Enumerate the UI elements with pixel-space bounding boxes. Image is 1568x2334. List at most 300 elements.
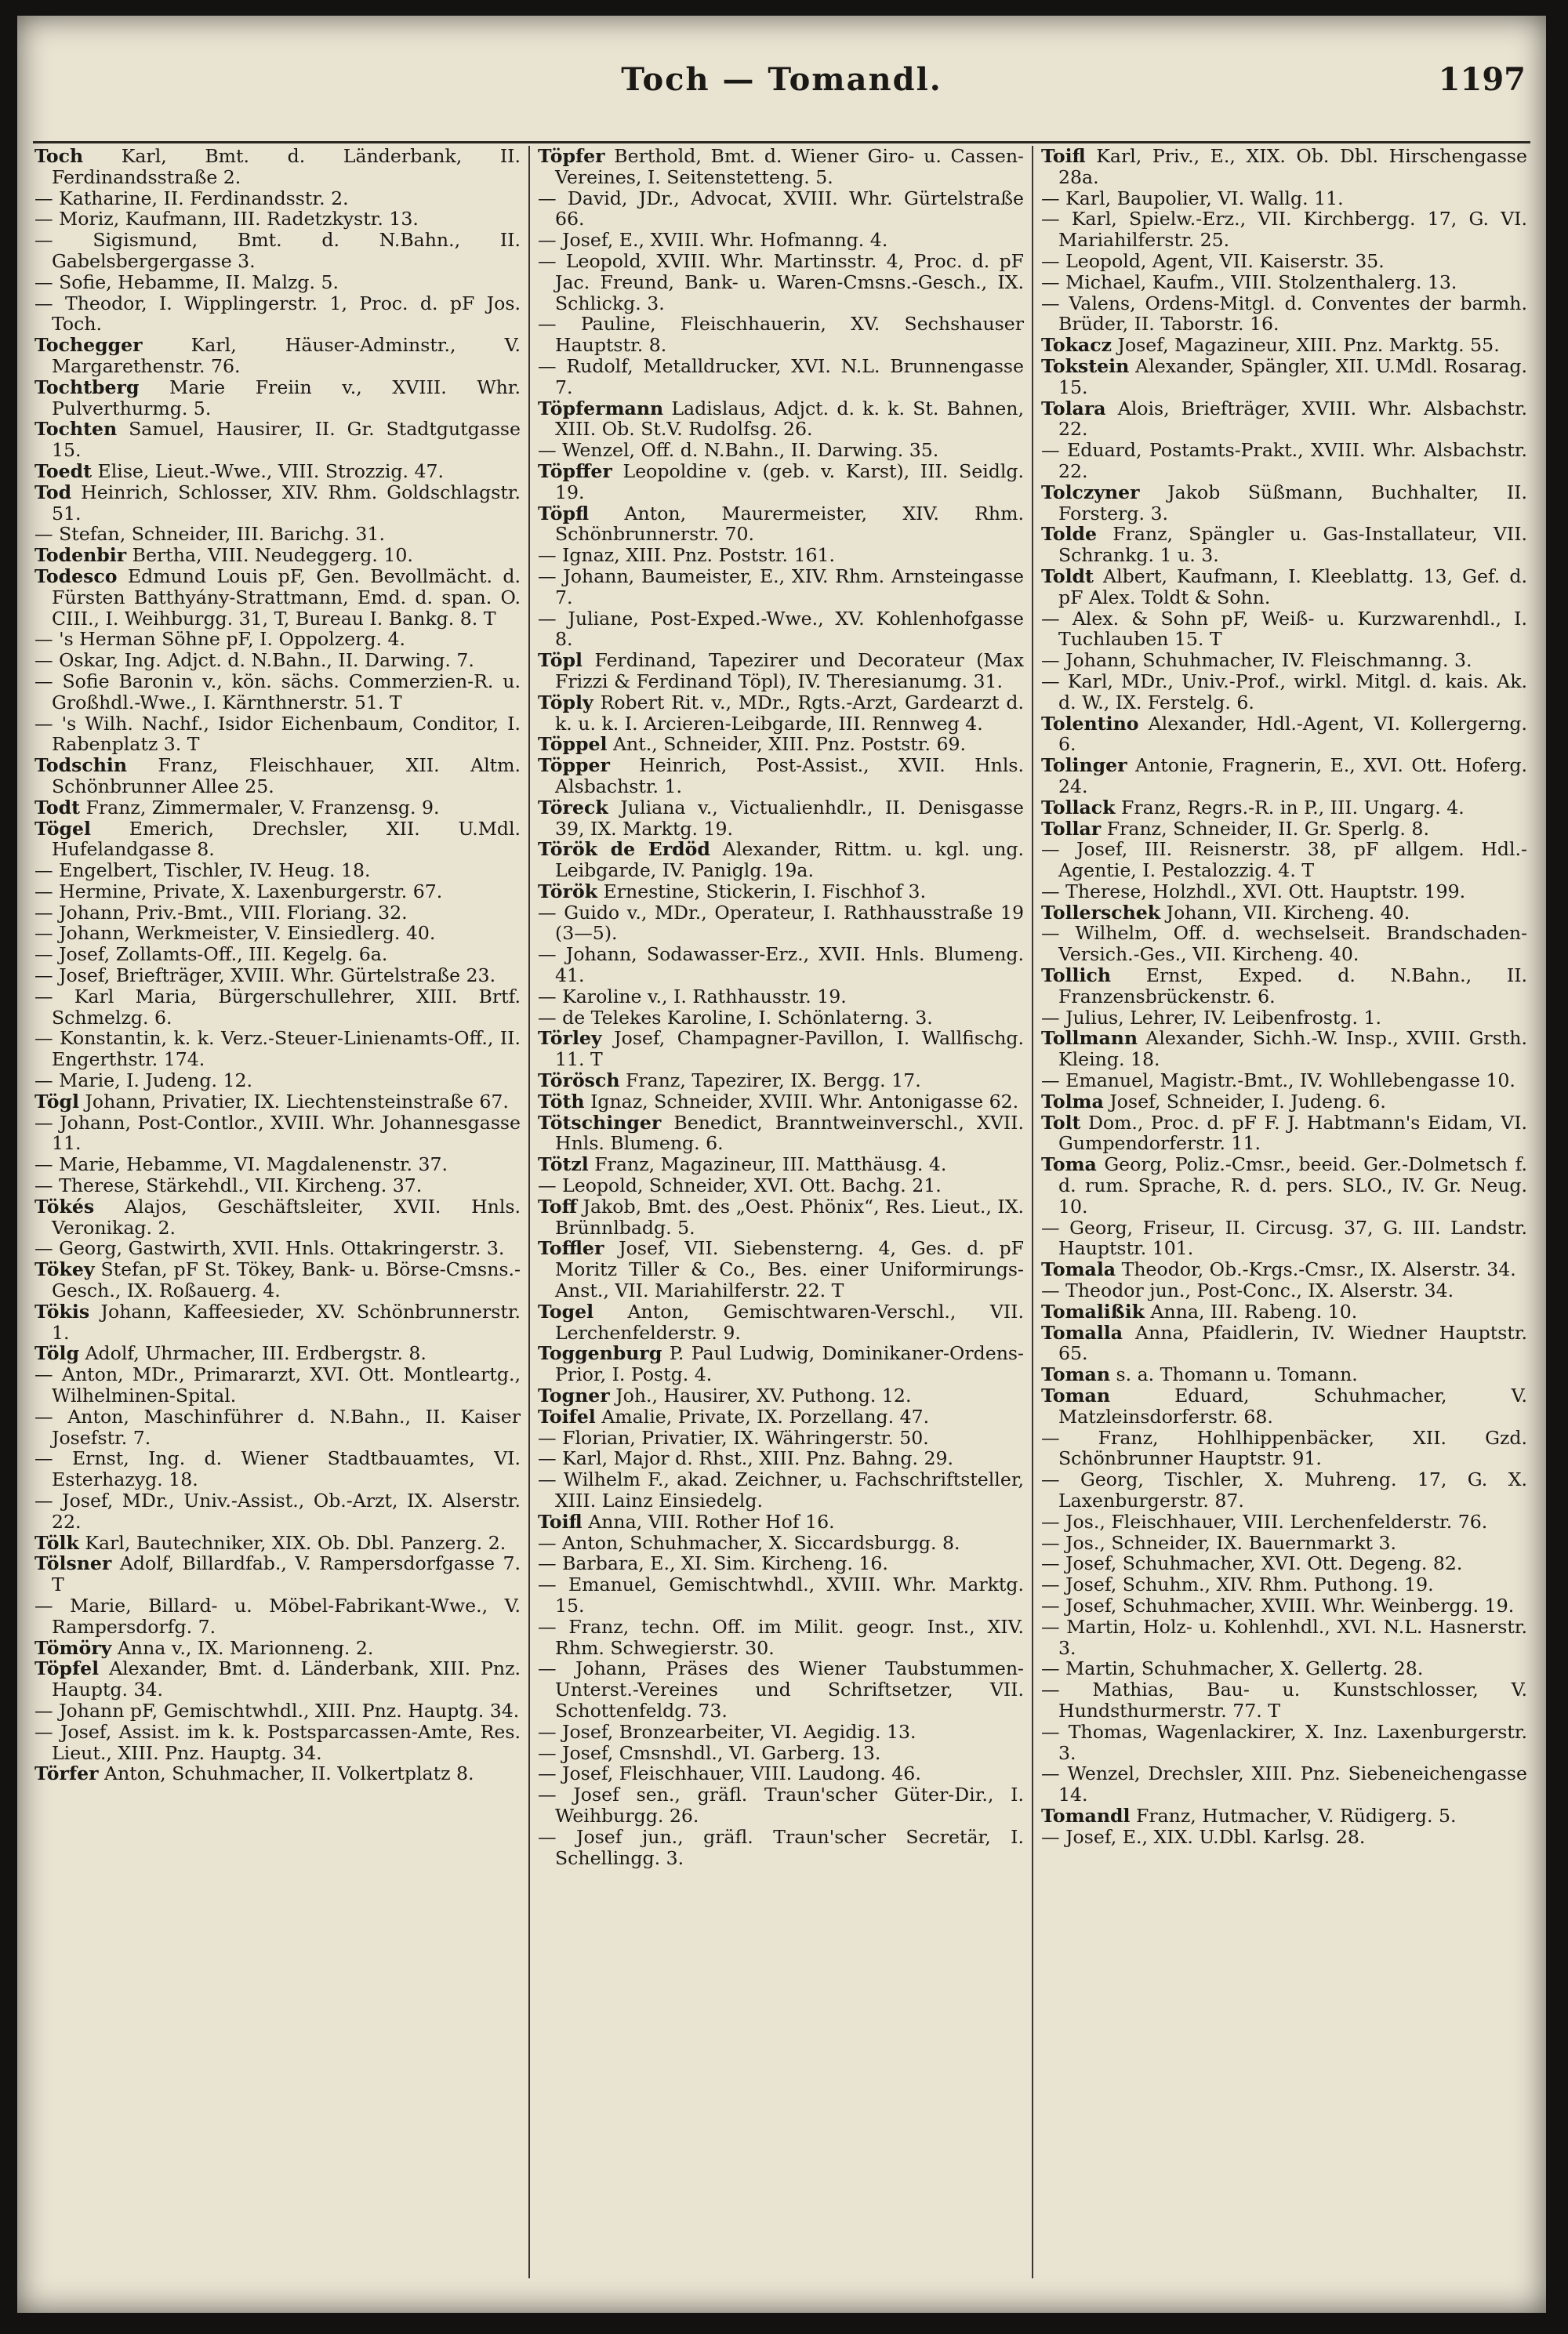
directory-entry [1041,1595,1527,1617]
entry-text: — David, JDr., Advocat, XVIII. Whr. Gürtelstraße 66. [538,187,1024,230]
entry-text: — Marie, Billard- u. Möbel-Fabrikant-Wwe., V. Rampersdorfg. 7. [34,1594,521,1638]
directory-entry [34,419,521,461]
entry-surname: Tolde [1041,523,1098,546]
entry-text: — Engelbert, Tischler, IV. Heug. 18. [34,859,371,882]
entry-text: Juliana v., Victualienhdlr., II. Denisgasse 39, IX. Marktg. 19. [555,796,1024,840]
entry-text: Georg, Poliz.-Cmsr., beeid. Ger.-Dolmetsch f. d. rum. Sprache, R. d. pers. SLO., IV. Gr. Neug. 10. [1058,1153,1527,1218]
directory-entry [34,1448,521,1490]
directory-entry [34,965,521,986]
entry-text: — Franz, Hohlhippenbäcker, XII. Gzd. Schönbrunner Hauptstr. 91. [1041,1426,1527,1470]
entry-text: Ladislaus, Adjct. d. k. k. St. Bahnen, XIII. Ob. St.V. Rudolfsg. 26. [555,397,1024,441]
entry-text: Alexander, Hdl.-Agent, VI. Kollergerng. 6. [1058,712,1527,756]
directory-entry [538,1658,1024,1721]
entry-surname: Togner [538,1385,610,1407]
directory-entry [34,230,521,272]
directory-entry [1041,713,1527,756]
entry-text: Ignaz, Schneider, XVIII. Whr. Antonigasse 62. [590,1090,1019,1113]
directory-entry [34,1259,521,1301]
entry-text: Heinrich, Schlosser, XIV. Rhm. Goldschlagstr. 51. [52,481,521,525]
entry-surname: Tokacz [1041,334,1112,357]
directory-entry [34,377,521,419]
directory-entry [1041,881,1527,902]
entry-surname: Tökis [34,1300,90,1323]
entry-text: Franz, Regrs.-R. in P., III. Ungarg. 4. [1121,796,1465,819]
directory-entry [1041,1259,1527,1280]
entry-text: Jakob, Bmt. des „Oest. Phönix“, Res. Lieut., IX. Brünnlbadg. 5. [555,1195,1024,1239]
entry-surname: Töpper [538,754,610,777]
directory-entry [538,1196,1024,1239]
directory-entry [538,566,1024,608]
entry-text: — Josef, Schuhmacher, XVIII. Whr. Weinbergg. 19. [1041,1594,1515,1617]
directory-entry [538,545,1024,566]
entry-surname: Töpl [538,649,583,672]
entry-text: Eduard, Schuhmacher, V. Matzleinsdorferstr. 68. [1058,1385,1527,1428]
entry-text: — 's Wilh. Nachf., Isidor Eichenbaum, Conditor, I. Rabenplatz 3. T [34,712,521,756]
directory-entry [1041,440,1527,482]
directory-entry [538,503,1024,546]
entry-surname: Török [538,880,598,902]
entry-surname: Toman [1041,1385,1110,1407]
entry-surname: Toifl [538,1510,583,1533]
entry-text: — Karl Maria, Bürgerschullehrer, XIII. Brtf. Schmelzg. 6. [34,985,521,1029]
entry-surname: Toma [1041,1153,1097,1176]
entry-text: — Josef, E., XVIII. Whr. Hofmanng. 4. [538,229,888,252]
entry-text: Elise, Lieut.-Wwe., VIII. Strozzig. 47. [97,459,444,482]
entry-text: — Josef, Briefträger, XVIII. Whr. Gürtelstraße 23. [34,964,496,987]
entry-text: — Eduard, Postamts-Prakt., XVIII. Whr. Alsbachstr. 22. [1041,439,1527,482]
entry-text: — Moriz, Kaufmann, III. Radetzkystr. 13. [34,208,419,230]
entry-text: Franz, Zimmermaler, V. Franzensg. 9. [85,796,440,819]
entry-text: — Josef, MDr., Univ.-Assist., Ob.-Arzt, IX. Alserstr. 22. [34,1490,521,1533]
directory-entry [1041,1763,1527,1806]
entry-text: — Wenzel, Drechsler, XIII. Pnz. Siebeneichengasse 14. [1041,1762,1527,1806]
directory-entry [1041,671,1527,713]
directory-entry [34,713,521,756]
directory-entry [1041,1323,1527,1365]
entry-text: — Josef, III. Reisnerstr. 38, pF allgem. Hdl.-Agentie, I. Pestalozzig. 4. T [1041,838,1527,882]
directory-entry [538,1722,1024,1743]
entry-text: Samuel, Hausirer, II. Gr. Stadtgutgasse 15. [52,418,521,462]
directory-entry [538,986,1024,1007]
entry-text: Josef, Champagner-Pavillon, I. Wallfischg. 11. T [555,1027,1024,1071]
entry-text: Franz, Magazineur, III. Matthäusg. 4. [594,1153,947,1176]
entry-text: — Katharine, II. Ferdinandsstr. 2. [34,187,349,209]
entry-text: Joh., Hausirer, XV. Puthong. 12. [615,1385,912,1407]
entry-surname: Toff [538,1195,577,1218]
entry-text: Anton, Maurermeister, XIV. Rhm. Schönbrunnerstr. 70. [555,502,1024,546]
entry-text: Ernst, Exped. d. N.Bahn., II. Franzensbrückenstr. 6. [1058,964,1527,1007]
entry-text: — Alex. & Sohn pF, Weiß- u. Kurzwarenhdl., I. Tuchlauben 15. T [1041,607,1527,651]
directory-entry [1041,209,1527,251]
entry-text: — Jos., Fleischhauer, VIII. Lerchenfelderstr. 76. [1041,1510,1488,1533]
entry-text: — Wilhelm F., akad. Zeichner, u. Fachschriftsteller, XIII. Lainz Einsiedelg. [538,1468,1024,1512]
directory-entry [538,1533,1024,1554]
entry-text: Alexander, Rittm. u. kgl. ung. Leibgarde, IV. Paniglg. 19a. [555,838,1024,882]
entry-surname: Tollich [1041,964,1111,987]
directory-entry [538,1301,1024,1344]
entry-surname: Todschin [34,754,128,777]
directory-entry [34,860,521,881]
page-number: 1197 [1438,61,1526,98]
directory-entry [1041,356,1527,398]
directory-page [17,16,1546,2313]
entry-text: — Marie, Hebamme, VI. Magdalenenstr. 37. [34,1153,448,1176]
directory-entry [34,524,521,545]
entry-surname: Toman [1041,1363,1110,1386]
entry-surname: Toggenburg [538,1342,662,1365]
directory-entry [538,1617,1024,1659]
directory-entry [538,1091,1024,1113]
entry-text: Karl, Priv., E., XIX. Ob. Dbl. Hirschengasse 28a. [1058,146,1527,188]
entry-text: Albert, Kaufmann, I. Kleeblattg. 13, Gef. d. pF Alex. Toldt & Sohn. [1058,564,1527,608]
directory-entry [34,902,521,924]
entry-text: — Anton, MDr., Primararzt, XVI. Ott. Montleartg., Wilhelminen-Spital. [34,1363,521,1407]
directory-entry [34,1638,521,1659]
directory-entry [34,1154,521,1175]
directory-entry [538,1469,1024,1512]
entry-text: — Josef, Schuhmacher, XVI. Ott. Degeng. 82. [1041,1552,1463,1575]
entry-text: — Stefan, Schneider, III. Barichg. 31. [34,523,385,546]
entry-text: — Leopold, Schneider, XVI. Ott. Bachg. 21. [538,1174,942,1197]
entry-text: Anna, III. Rabeng. 10. [1150,1300,1358,1323]
directory-entry [34,545,521,566]
entry-surname: Töply [538,691,593,713]
directory-entry [1041,1658,1527,1679]
directory-entry [538,230,1024,251]
entry-text: — Johann, Post-Contlor., XVIII. Whr. Johannesgasse 11. [34,1111,521,1155]
entry-text: — Valens, Ordens-Mitgl. d. Conventes der barmh. Brüder, II. Taborstr. 16. [1041,292,1527,336]
entry-surname: Toedt [34,459,92,482]
entry-surname: Töth [538,1090,585,1113]
directory-entry [1041,1553,1527,1574]
directory-entry [1041,923,1527,965]
entry-surname: Toch [34,146,84,167]
entry-text: — Johann, Sodawasser-Erz., XVII. Hnls. Blumeng. 41. [538,943,1024,987]
directory-entry [34,819,521,861]
directory-entry [34,1196,521,1239]
directory-entry [1041,797,1527,819]
directory-entry [34,797,521,819]
entry-text: Anton, Schuhmacher, II. Volkertplatz 8. [104,1762,474,1785]
directory-entry [538,608,1024,651]
directory-entry [34,755,521,797]
entry-text: Anna v., IX. Marionneng. 2. [117,1636,374,1659]
entry-text: Marie Freiin v., XVIII. Whr. Pulverthurmg. 5. [52,376,521,419]
entry-text: — Karl, Major d. Rhst., XIII. Pnz. Bahng. 29. [538,1447,953,1470]
entry-text: Alexander, Bmt. d. Länderbank, XIII. Pnz. Hauptg. 34. [52,1657,521,1701]
entry-surname: Törösch [538,1069,620,1092]
entry-text: — Mathias, Bau- u. Kunstschlosser, V. Hundsthurmerstr. 77. T [1041,1679,1527,1722]
entry-text: — Leopold, Agent, VII. Kaiserstr. 35. [1041,249,1385,272]
directory-entry [1041,482,1527,525]
entry-text: — Anton, Schuhmacher, X. Siccardsburgg. 8. [538,1531,960,1554]
directory-entry [34,1175,521,1196]
entry-surname: Tollerschek [1041,901,1161,924]
entry-surname: Tokstein [1041,354,1130,377]
directory-entry [1041,650,1527,671]
entry-text: Karl, Häuser-Adminstr., V. Margarethenstr. 76. [52,334,521,377]
entry-surname: Tollmann [1041,1027,1138,1050]
entry-text: — Konstantin, k. k. Verz.-Steuer-Linienamts-Off., II. Engerthstr. 174. [34,1027,521,1071]
entry-surname: Törfer [34,1762,99,1785]
entry-text: — Michael, Kaufm., VIII. Stolzenthalerg. 13. [1041,270,1457,293]
entry-text: Johann, Kaffeesieder, XV. Schönbrunnerstr. 1. [52,1300,521,1344]
entry-text: — Josef, Zollamts-Off., III. Kegelg. 6a. [34,943,388,966]
directory-entry [538,1385,1024,1407]
entry-text: Franz, Fleischhauer, XII. Altm. Schönbrunner Allee 25. [52,754,521,797]
entry-surname: Tomandl [1041,1804,1131,1827]
entry-surname: Toifel [538,1405,596,1428]
entry-text: Alajos, Geschäftsleiter, XVII. Hnls. Veronikag. 2. [52,1195,521,1239]
entry-text: Franz, Schneider, II. Gr. Sperlg. 8. [1106,817,1429,840]
entry-text: Ferdinand, Tapezirer und Decorateur (Max Frizzi & Ferdinand Töpl), IV. Theresianumg. 31. [555,649,1024,692]
entry-surname: Töpfermann [538,397,664,419]
entry-text: Berthold, Bmt. d. Wiener Giro- u. Cassen-Vereines, I. Seitenstetteng. 5. [555,146,1024,188]
directory-entry [538,797,1024,840]
entry-text: Adolf, Billardfab., V. Rampersdorfgasse 7. T [52,1552,521,1596]
entry-text: — Josef, Assist. im k. k. Postsparcassen-Amte, Res. Lieut., XIII. Pnz. Hauptg. 34. [34,1720,521,1764]
entry-surname: Tökés [34,1195,95,1218]
directory-entry [538,146,1024,188]
entry-text: Bertha, VIII. Neudeggerg. 10. [132,544,413,567]
entry-text: — Johann, Baumeister, E., XIV. Rhm. Arnsteingasse 7. [538,564,1024,608]
directory-entry [34,1091,521,1113]
directory-entry [34,629,521,650]
directory-entry [538,1175,1024,1196]
entry-text: — Franz, techn. Off. im Milit. geogr. Inst., XIV. Rhm. Schwegierstr. 30. [538,1615,1024,1659]
directory-entry [538,1070,1024,1091]
directory-entry [34,272,521,293]
entry-text: — Josef, Schuhm., XIV. Rhm. Puthong. 19. [1041,1574,1434,1596]
entry-text: Ernestine, Stickerin, I. Fischhof 3. [603,880,927,902]
entry-text: P. Paul Ludwig, Dominikaner-Ordens-Prior, I. Postg. 4. [555,1342,1024,1386]
entry-surname: Todt [34,796,80,819]
directory-entry [538,902,1024,945]
entry-surname: Tömöry [34,1636,112,1659]
entry-text: — Johann pF, Gemischtwhdl., XIII. Pnz. Hauptg. 34. [34,1699,520,1722]
directory-entry [1041,1218,1527,1260]
entry-surname: Törley [538,1027,602,1050]
directory-entry [34,671,521,713]
entry-text: — Emanuel, Gemischtwhdl., XVIII. Whr. Marktg. 15. [538,1574,1024,1617]
directory-entry [538,188,1024,230]
directory-entry [538,881,1024,902]
entry-text: — Ernst, Ing. d. Wiener Stadtbauamtes, VI. Esterhazyg. 18. [34,1447,521,1491]
entry-surname: Töpfel [34,1657,100,1680]
directory-entry [1041,188,1527,209]
directory-entry [538,1743,1024,1764]
entry-text: Alois, Briefträger, XVIII. Whr. Alsbachstr. 22. [1058,397,1527,441]
entry-surname: Tochten [34,418,118,441]
entry-text: Leopoldine v. (geb. v. Karst), III. Seidlg. 19. [555,459,1024,503]
entry-surname: Tolentino [1041,712,1139,735]
entry-text: — Anton, Maschinführer d. N.Bahn., II. Kaiser Josefstr. 7. [34,1405,521,1449]
entry-surname: Todenbir [34,544,127,567]
entry-text: Anton, Gemischtwaren-Verschl., VII. Lerchenfelderstr. 9. [555,1300,1024,1344]
directory-entry [538,440,1024,461]
entry-text: — Martin, Schuhmacher, X. Gellertg. 28. [1041,1657,1424,1680]
entry-surname: Töreck [538,796,608,819]
directory-entry [34,1553,521,1595]
directory-entry [538,314,1024,356]
directory-entry [538,734,1024,755]
directory-entry [538,839,1024,881]
directory-entry [1041,1806,1527,1827]
entry-text: Ant., Schneider, XIII. Pnz. Poststr. 69. [612,733,966,756]
directory-entry [1041,755,1527,797]
directory-entry [34,923,521,944]
entry-text: Franz, Tapezirer, IX. Bergg. 17. [625,1069,921,1092]
entry-text: — Wenzel, Off. d. N.Bahn., II. Darwing. 35. [538,439,939,462]
entry-text: — Karl, MDr., Univ.-Prof., wirkl. Mitgl. d. kais. Ak. d. W., IX. Ferstelg. 6. [1041,670,1527,713]
directory-entry [1041,1301,1527,1323]
directory-entry [34,566,521,629]
directory-entry [34,944,521,965]
entry-surname: Tomalißik [1041,1300,1145,1323]
directory-entry [538,1343,1024,1385]
directory-entry [538,1238,1024,1301]
directory-entry [1041,293,1527,336]
entry-surname: Tod [34,481,72,503]
entry-text: — Karl, Baupolier, VI. Wallg. 11. [1041,187,1344,209]
directory-entry [34,482,521,525]
entry-text: Alexander, Spängler, XII. U.Mdl. Rosarag. 15. [1058,354,1527,398]
header-rule [33,141,1530,143]
directory-entry [1041,1154,1527,1217]
directory-entry [538,755,1024,797]
directory-entry [1041,1512,1527,1533]
entry-text: Robert Rit. v., MDr., Rgts.-Arzt, Gardearzt d. k. u. k. I. Arcieren-Leibgarde, III. Rennweg 4. [555,691,1024,735]
directory-entry [1041,1364,1527,1385]
directory-entry [34,1407,521,1449]
entry-text: — Sofie Baronin v., kön. sächs. Commerzien-R. u. Großhdl.-Wwe., I. Kärnthnerstr. 51. T [34,670,521,713]
directory-entry [1041,1007,1527,1029]
entry-text: Edmund Louis pF, Gen. Bevollmächt. d. Fürsten Batthyány-Strattmann, Emd. d. span. O. CIII., I. Weihburgg. 31, T, Bureau I. Bankg. 8. T [52,564,521,630]
entry-text: — Emanuel, Magistr.-Bmt., IV. Wohllebengasse 10. [1041,1069,1515,1092]
directory-entry [1041,251,1527,272]
directory-entry [34,1070,521,1091]
directory-entry [34,1364,521,1407]
directory-entry [34,1490,521,1533]
directory-entry [538,650,1024,692]
entry-surname: Tochtberg [34,376,140,398]
directory-entry [1041,1722,1527,1764]
entry-surname: Török de Erdöd [538,838,710,861]
column-separator [528,146,530,2278]
entry-text: — Guido v., MDr., Operateur, I. Rathhausstraße 19 (3—5). [538,901,1024,945]
entry-surname: Toldt [1041,564,1094,587]
entry-text: — Georg, Gastwirth, XVII. Hnls. Ottakringerstr. 3. [34,1237,505,1260]
directory-entry [538,1784,1024,1827]
directory-entry [538,356,1024,398]
entry-surname: Tölg [34,1342,79,1365]
entry-text: — Florian, Privatier, IX. Währingerstr. 50. [538,1426,929,1449]
entry-text: — Therese, Stärkehdl., VII. Kircheng. 37. [34,1174,423,1197]
directory-entry [1041,902,1527,924]
directory-entry [1041,524,1527,566]
entry-text: — Johann, Schuhmacher, IV. Fleischmanng. 3. [1041,649,1472,672]
entry-text: Adolf, Uhrmacher, III. Erdbergstr. 8. [85,1342,426,1365]
column-right [1041,146,1527,2294]
entry-text: — Johann, Priv.-Bmt., VIII. Floriang. 32. [34,901,408,924]
entry-surname: Tolma [1041,1090,1104,1113]
running-head: Toch — Tomandl. [621,61,942,98]
directory-entry [1041,1533,1527,1554]
directory-entry [1041,1574,1527,1595]
entry-surname: Toifl [1041,146,1086,167]
directory-entry [1041,819,1527,840]
directory-entry [1041,608,1527,651]
entry-text: — Ignaz, XIII. Pnz. Poststr. 161. [538,544,835,567]
entry-text: Alexander, Sichh.-W. Insp., XVIII. Grsth. Kleing. 18. [1058,1027,1527,1071]
entry-text: Theodor, Ob.-Krgs.-Cmsr., IX. Alserstr. 34. [1121,1258,1516,1281]
directory-entry [538,1113,1024,1155]
entry-text: — Theodor jun., Post-Conc., IX. Alserstr. 34. [1041,1280,1454,1302]
entry-text: s. a. Thomann u. Tomann. [1116,1363,1358,1386]
entry-surname: Tögel [34,817,91,840]
entry-text: — Rudolf, Metalldrucker, XVI. N.L. Brunnengasse 7. [538,354,1024,398]
entry-text: — Wilhelm, Off. d. wechselseit. Brandschaden-Versich.-Ges., VII. Kircheng. 40. [1041,922,1527,966]
entry-text: — Sofie, Hebamme, II. Malzg. 5. [34,270,339,293]
directory-entry [538,1407,1024,1428]
directory-entry [34,1533,521,1554]
entry-surname: Töpfl [538,502,590,525]
entry-text: — Josef, Cmsnshdl., VI. Garberg. 13. [538,1741,881,1764]
entry-text: Anna, VIII. Rother Hof 16. [588,1510,835,1533]
directory-entry [538,398,1024,441]
directory-entry [1041,1280,1527,1301]
entry-text: — Barbara, E., XI. Sim. Kircheng. 16. [538,1552,888,1575]
directory-entry [538,1553,1024,1574]
entry-text: — Georg, Friseur, II. Circusg. 37, G. III. Landstr. Hauptstr. 101. [1041,1216,1527,1260]
entry-surname: Tölsner [34,1552,112,1575]
directory-entry [538,1448,1024,1469]
directory-entry [1041,965,1527,1007]
entry-surname: Tochegger [34,334,143,357]
directory-entry [34,1658,521,1701]
directory-entry [1041,1113,1527,1155]
directory-entry [1041,1091,1527,1113]
directory-entry [34,650,521,671]
column-separator [1032,146,1033,2278]
entry-surname: Tötzl [538,1153,589,1176]
page-header [17,61,1546,108]
entry-text: — Leopold, XVIII. Whr. Martinsstr. 4, Proc. d. pF Jac. Freund, Bank- u. Waren-Cmsns.-Gesch., IX. Schlickg. 3. [538,249,1024,314]
entry-text: Josef, Schneider, I. Judeng. 6. [1109,1090,1386,1113]
directory-entry [1041,1827,1527,1848]
directory-entry [1041,1028,1527,1070]
entry-text: — Georg, Tischler, X. Muhreng. 17, G. X. Laxenburgerstr. 87. [1041,1468,1527,1512]
entry-surname: Tollar [1041,817,1102,840]
directory-entry [34,188,521,209]
directory-entry [538,1827,1024,1869]
directory-entry [538,251,1024,314]
entry-text: Josef, Magazineur, XIII. Pnz. Marktg. 55. [1117,334,1500,357]
directory-entry [538,1154,1024,1175]
column-left [34,146,521,2294]
entry-text: — Josef sen., gräfl. Traun'scher Güter-Dir., I. Weihburgg. 26. [538,1784,1024,1827]
directory-entry [34,335,521,377]
entry-surname: Tomalla [1041,1321,1123,1344]
entry-text: — Johann, Präses des Wiener Taubstummen-Unterst.-Vereines und Schriftsetzer, VII. Schottenfeldg. 73. [538,1657,1024,1722]
entry-text: — Josef jun., gräfl. Traun'scher Secretär, I. Schellingg. 3. [538,1825,1024,1869]
entry-surname: Tolczyner [1041,481,1140,503]
entry-surname: Toffler [538,1237,604,1260]
directory-entry [34,293,521,336]
entry-text: — Johann, Werkmeister, V. Einsiedlerg. 40. [34,922,436,945]
entry-text: — Martin, Holz- u. Kohlenhdl., XVI. N.L. Hasnerstr. 3. [1041,1615,1527,1659]
entry-text: — Marie, I. Judeng. 12. [34,1069,252,1092]
